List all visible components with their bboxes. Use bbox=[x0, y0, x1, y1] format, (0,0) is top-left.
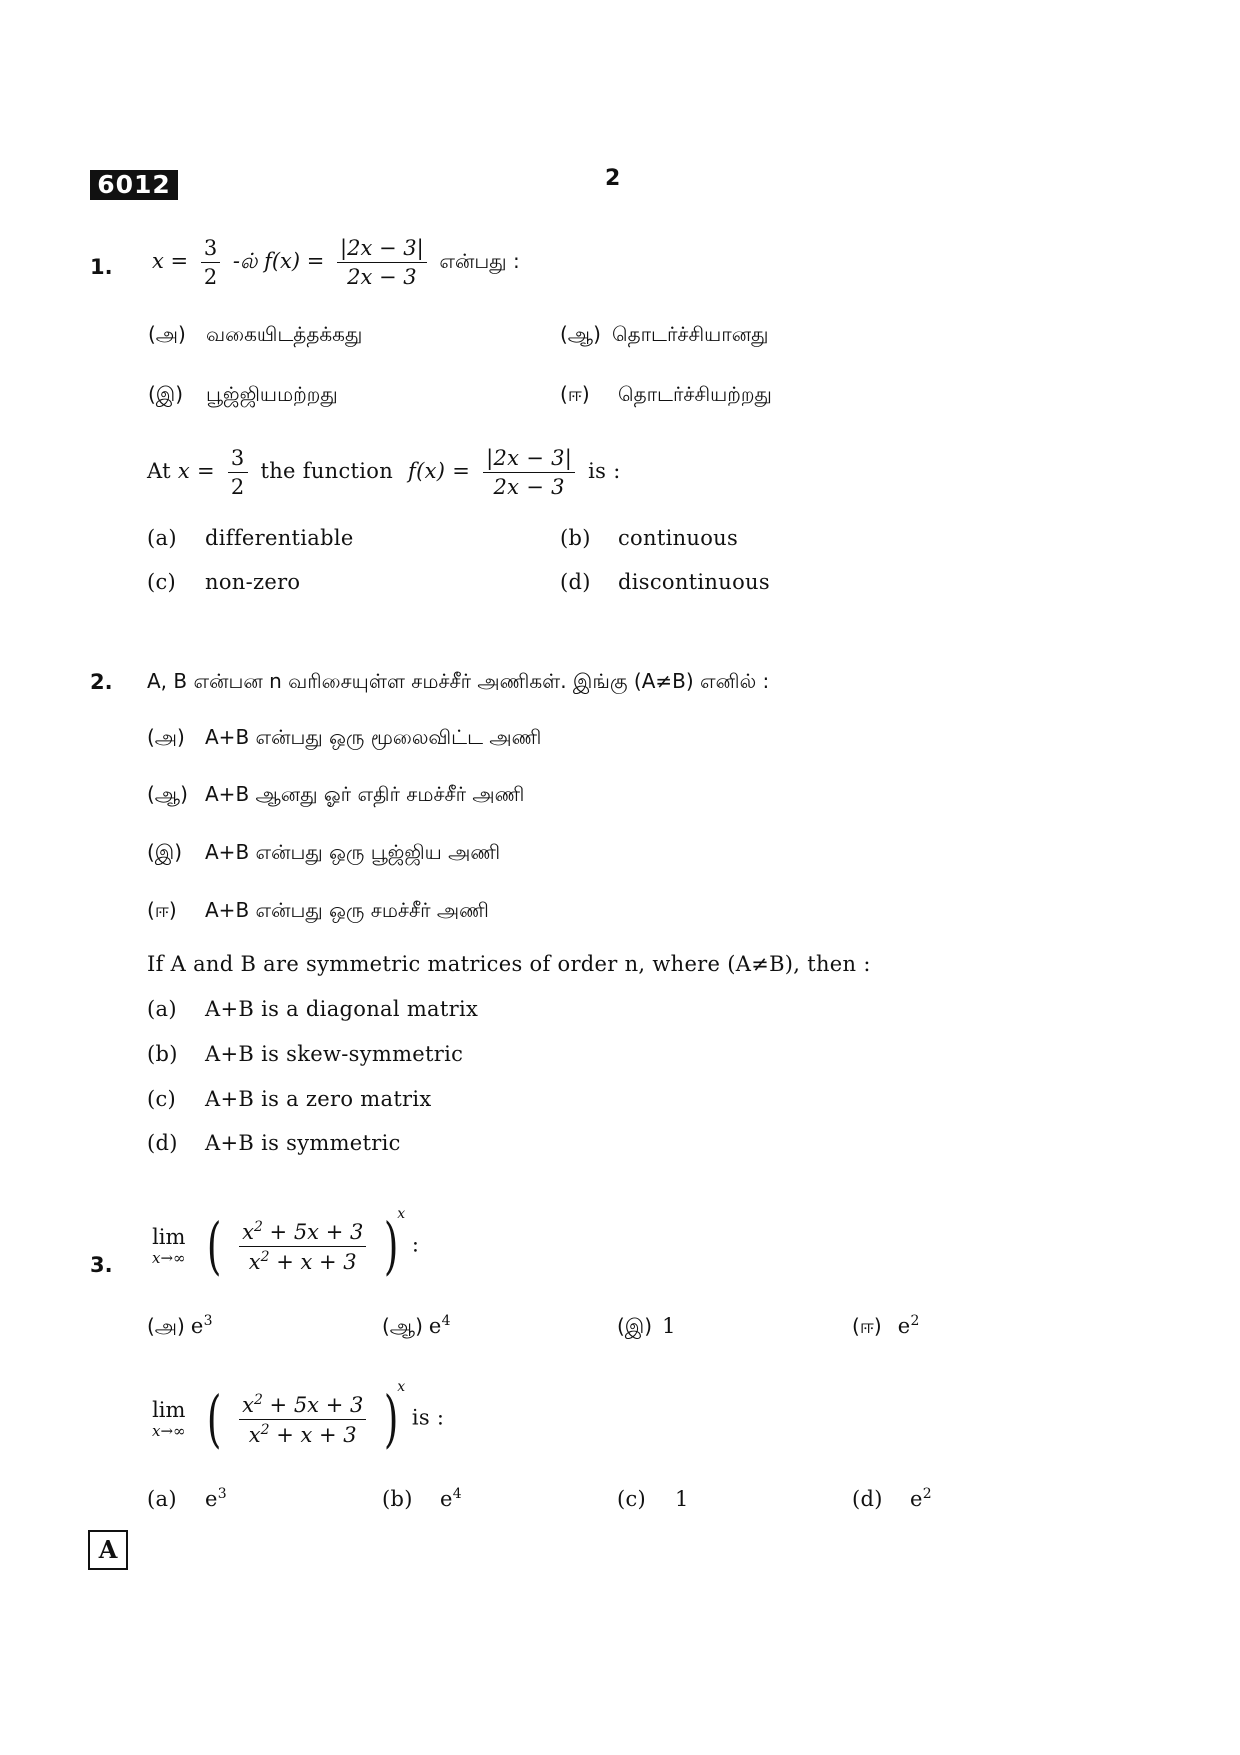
q3-en-suffix: is : bbox=[411, 1405, 445, 1430]
option-label: (அ) bbox=[147, 725, 185, 749]
option-exp: 4 bbox=[441, 1313, 451, 1329]
option-exp: 2 bbox=[910, 1313, 920, 1329]
q2-option-ta-2 bbox=[147, 782, 524, 809]
q3-en-den-var: x bbox=[248, 1422, 261, 1447]
q3-ta-lim-sub: x→∞ bbox=[152, 1249, 186, 1267]
q1-ta-function-fraction bbox=[337, 236, 427, 289]
q1-en-frac-num: 3 bbox=[228, 446, 248, 473]
q3-stem-tamil bbox=[152, 1205, 419, 1282]
option-base: e bbox=[897, 1314, 911, 1338]
option-label: (a) bbox=[147, 1487, 177, 1511]
option-text: discontinuous bbox=[618, 570, 770, 594]
q1-en-function-fraction bbox=[483, 446, 575, 499]
option-exp: 4 bbox=[452, 1486, 462, 1502]
option-label: (c) bbox=[147, 570, 177, 594]
q3-option-ta-3 bbox=[617, 1313, 676, 1341]
q1-ta-suffix: என்பது : bbox=[439, 249, 520, 273]
q1-en-frac-den: 2 bbox=[230, 475, 245, 499]
q3-option-ta-2 bbox=[382, 1313, 451, 1341]
q3-ta-num-rest: + 5x + 3 bbox=[262, 1219, 364, 1244]
option-label: (ஈ) bbox=[852, 1314, 882, 1338]
q1-en-prefix: At bbox=[147, 459, 171, 483]
q1-en-mid: the function bbox=[260, 459, 394, 483]
option-text: தொடர்ச்சியானது bbox=[612, 322, 769, 346]
question-number-1: 1. bbox=[90, 255, 113, 279]
option-text: A+B is a zero matrix bbox=[205, 1087, 432, 1111]
q3-ta-right-paren: ) bbox=[383, 1209, 399, 1282]
q1-stem-english bbox=[147, 446, 621, 499]
option-label: (d) bbox=[560, 570, 591, 594]
q3-en-num-var: x bbox=[242, 1392, 254, 1417]
q1-option-ta-4 bbox=[560, 382, 772, 409]
question-number-3: 3. bbox=[90, 1253, 113, 1277]
q3-ta-suffix: : bbox=[411, 1232, 419, 1257]
option-label: (ஈ) bbox=[147, 898, 177, 922]
q3-en-lim-sub: x→∞ bbox=[152, 1422, 186, 1440]
q1-ta-frac-den: 2 bbox=[203, 265, 218, 289]
page-number: 2 bbox=[605, 166, 621, 191]
q3-ta-num-exp: 2 bbox=[253, 1218, 263, 1235]
q1-stem-tamil bbox=[152, 236, 520, 289]
q1-en-f-den: 2x − 3 bbox=[493, 475, 565, 499]
q2-option-ta-3 bbox=[147, 840, 500, 867]
option-exp: 2 bbox=[922, 1486, 932, 1502]
option-label: (அ) bbox=[148, 322, 186, 346]
option-label: (b) bbox=[382, 1487, 413, 1511]
option-base: 1 bbox=[675, 1487, 689, 1511]
question-number-2: 2. bbox=[90, 670, 113, 694]
q3-en-outer-exp: x bbox=[397, 1378, 406, 1395]
q1-en-x-eq: x = bbox=[177, 459, 215, 483]
q3-ta-outer-exp: x bbox=[397, 1205, 406, 1222]
q1-option-en-a bbox=[147, 526, 354, 550]
q2-option-en-c bbox=[147, 1087, 432, 1111]
q3-option-en-a bbox=[147, 1486, 227, 1511]
q2-option-ta-4 bbox=[147, 898, 489, 925]
option-text: A+B is a diagonal matrix bbox=[205, 997, 479, 1021]
q1-ta-f-den: 2x − 3 bbox=[347, 265, 417, 289]
q3-en-den-exp: 2 bbox=[260, 1421, 270, 1438]
option-base: e bbox=[910, 1487, 923, 1511]
q2-option-ta-1 bbox=[147, 725, 541, 752]
option-label: (b) bbox=[147, 1042, 178, 1066]
q1-option-en-d bbox=[560, 570, 770, 594]
option-label: (ஆ) bbox=[560, 322, 601, 346]
option-base: e bbox=[440, 1487, 453, 1511]
q3-option-en-d bbox=[852, 1486, 932, 1511]
q1-option-en-b bbox=[560, 526, 738, 550]
q1-ta-f-num: |2x − 3| bbox=[337, 236, 427, 263]
option-exp: 3 bbox=[217, 1486, 227, 1502]
q3-en-lim-word: lim bbox=[152, 1398, 186, 1422]
q3-ta-den-exp: 2 bbox=[260, 1248, 270, 1265]
q3-en-num-exp: 2 bbox=[253, 1391, 263, 1408]
option-base: e bbox=[190, 1314, 204, 1338]
q1-en-f-num: |2x − 3| bbox=[483, 446, 575, 473]
q2-option-en-d bbox=[147, 1131, 401, 1155]
q3-en-numerator bbox=[239, 1392, 366, 1420]
q3-en-den-rest: + x + 3 bbox=[269, 1422, 357, 1447]
option-label: (c) bbox=[147, 1087, 177, 1111]
q1-en-fx: f(x) = bbox=[408, 459, 471, 483]
option-label: (d) bbox=[852, 1487, 883, 1511]
q2-option-en-b bbox=[147, 1042, 463, 1066]
set-letter-box: A bbox=[88, 1530, 128, 1570]
q1-option-ta-2 bbox=[560, 322, 768, 349]
q1-en-suffix: is : bbox=[588, 459, 621, 483]
option-base: e bbox=[428, 1314, 442, 1338]
option-label: (இ) bbox=[147, 840, 183, 864]
option-base: 1 bbox=[662, 1314, 676, 1338]
q1-ta-mid: -ல் f(x) = bbox=[232, 249, 325, 273]
q3-en-fraction bbox=[239, 1392, 366, 1447]
option-label: (அ) bbox=[147, 1314, 185, 1338]
option-label: (a) bbox=[147, 997, 177, 1021]
q3-ta-limit bbox=[152, 1225, 186, 1267]
option-label: (a) bbox=[147, 526, 177, 550]
q3-en-denominator bbox=[239, 1420, 366, 1447]
option-text: non-zero bbox=[205, 570, 301, 594]
option-label: (c) bbox=[617, 1487, 647, 1511]
q3-option-ta-1 bbox=[147, 1313, 213, 1341]
q3-ta-denominator bbox=[239, 1247, 366, 1274]
paper-code-badge: 6012 bbox=[90, 170, 178, 200]
q3-option-en-c bbox=[617, 1486, 689, 1511]
q1-ta-frac-num: 3 bbox=[201, 236, 220, 263]
q1-option-ta-1 bbox=[148, 322, 362, 349]
option-label: (ஆ) bbox=[382, 1314, 423, 1338]
option-text: A+B என்பது ஒரு மூலைவிட்ட அணி bbox=[205, 725, 542, 749]
q3-option-en-b bbox=[382, 1486, 462, 1511]
q3-ta-lim-word: lim bbox=[152, 1225, 186, 1249]
q3-en-left-paren: ( bbox=[207, 1382, 222, 1455]
option-text: பூஜ்ஜியமற்றது bbox=[206, 382, 338, 406]
option-text: A+B என்பது ஒரு சமச்சீர் அணி bbox=[205, 898, 489, 922]
option-label: (d) bbox=[147, 1131, 178, 1155]
option-text: A+B ஆனது ஓர் எதிர் சமச்சீர் அணி bbox=[205, 782, 525, 806]
option-text: differentiable bbox=[205, 526, 354, 550]
option-label: (ஆ) bbox=[147, 782, 188, 806]
q3-ta-num-var: x bbox=[242, 1219, 254, 1244]
q3-ta-left-paren: ( bbox=[207, 1209, 222, 1282]
q2-stem-tamil: A, B என்பன n வரிசையுள்ள சமச்சீர் அணிகள். இங்கு (A≠B) எனில் : bbox=[147, 669, 770, 693]
q3-stem-english bbox=[152, 1378, 445, 1455]
q1-en-fraction bbox=[228, 446, 248, 499]
option-base: e bbox=[205, 1487, 218, 1511]
option-label: (இ) bbox=[148, 382, 184, 406]
option-text: A+B is symmetric bbox=[205, 1131, 401, 1155]
q3-ta-numerator bbox=[239, 1219, 366, 1247]
q2-option-en-a bbox=[147, 997, 478, 1021]
q3-ta-den-rest: + x + 3 bbox=[269, 1249, 357, 1274]
q3-ta-den-var: x bbox=[248, 1249, 261, 1274]
q2-stem-english: If A and B are symmetric matrices of order n, where (A≠B), then : bbox=[147, 952, 871, 976]
q3-ta-fraction bbox=[239, 1219, 366, 1274]
option-text: A+B என்பது ஒரு பூஜ்ஜிய அணி bbox=[205, 840, 501, 864]
option-text: தொடர்ச்சியற்றது bbox=[618, 382, 772, 406]
option-text: வகையிடத்தக்கது bbox=[206, 322, 363, 346]
option-text: continuous bbox=[618, 526, 739, 550]
q3-en-right-paren: ) bbox=[383, 1382, 399, 1455]
q3-option-ta-4 bbox=[852, 1313, 919, 1341]
q3-en-num-rest: + 5x + 3 bbox=[262, 1392, 364, 1417]
option-exp: 3 bbox=[203, 1313, 213, 1329]
option-label: (ஈ) bbox=[560, 382, 590, 406]
option-label: (இ) bbox=[617, 1314, 653, 1338]
q1-option-en-c bbox=[147, 570, 300, 594]
q1-ta-fraction bbox=[201, 236, 220, 289]
q1-option-ta-3 bbox=[148, 382, 338, 409]
option-label: (b) bbox=[560, 526, 591, 550]
q3-en-limit bbox=[152, 1398, 186, 1440]
q1-ta-x-eq: x = bbox=[152, 249, 189, 273]
option-text: A+B is skew-symmetric bbox=[205, 1042, 464, 1066]
